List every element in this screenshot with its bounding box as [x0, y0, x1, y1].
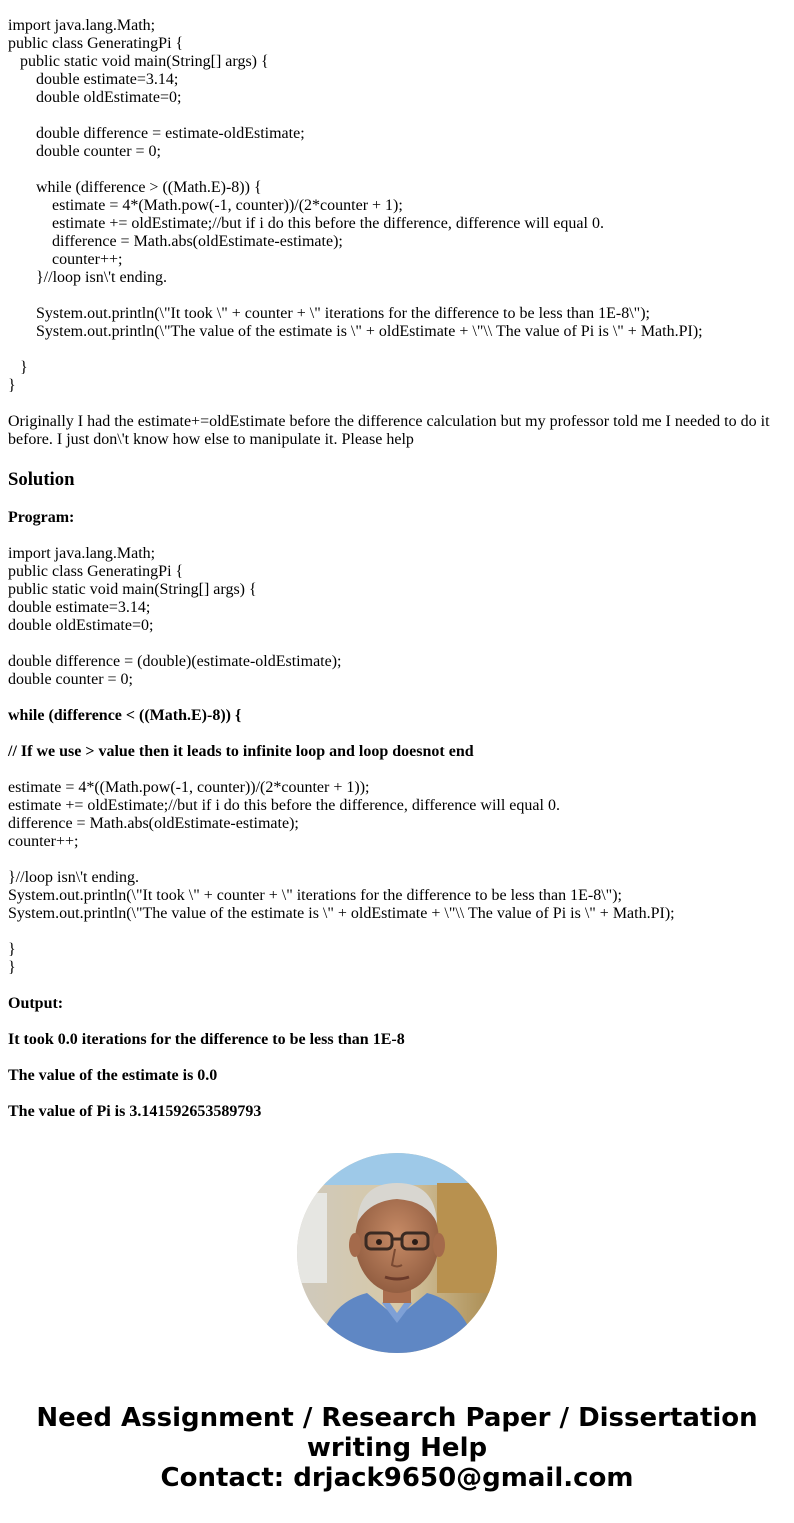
- code-line: }: [8, 959, 16, 976]
- code-comment-highlight: // If we use > value then it leads to infinite loop and loop doesnot end: [8, 743, 474, 760]
- document-content: [8, 17, 784, 1121]
- solution-heading: Solution: [8, 469, 75, 490]
- solution-code-block: [8, 545, 784, 977]
- code-line: double difference = (double)(estimate-oldEstimate);: [8, 653, 342, 670]
- code-line: }//loop isn\'t ending.: [36, 269, 168, 286]
- code-line: System.out.println(\"The value of the estimate is \" + oldEstimate + \"\\ The value of Pi is \" + Math.PI);: [8, 905, 675, 922]
- avatar: [297, 1153, 497, 1353]
- code-line: estimate += oldEstimate;//but if i do this before the difference, difference will equal 0.: [52, 215, 604, 232]
- code-line: difference = Math.abs(oldEstimate-estimate);: [52, 233, 343, 250]
- code-line: estimate = 4*((Math.pow(-1, counter))/(2*counter + 1));: [8, 779, 370, 796]
- code-line: estimate = 4*(Math.pow(-1, counter))/(2*counter + 1);: [52, 197, 403, 214]
- question-text: Originally I had the estimate+=oldEstimate before the difference calculation but my professor told me I needed to do it before. I just don\'t know how else to manipulate it. Please help: [8, 413, 770, 448]
- code-line: while (difference > ((Math.E)-8)) {: [36, 179, 262, 196]
- code-line: System.out.println(\"It took \" + counter + \" iterations for the difference to be less than 1E-8\");: [8, 887, 622, 904]
- footer-line: Need Assignment / Research Paper / Dissertation: [36, 1403, 758, 1433]
- code-line: import java.lang.Math;: [8, 17, 156, 34]
- code-line: counter++;: [52, 251, 123, 268]
- code-line: }: [8, 941, 16, 958]
- output-line: The value of the estimate is 0.0: [8, 1067, 218, 1084]
- code-line: System.out.println(\"It took \" + counter + \" iterations for the difference to be less than 1E-8\");: [36, 305, 650, 322]
- portrait-photo-icon: [297, 1153, 497, 1353]
- code-line: double oldEstimate=0;: [8, 617, 154, 634]
- code-line: }//loop isn\'t ending.: [8, 869, 140, 886]
- code-line: double counter = 0;: [36, 143, 161, 160]
- code-line: import java.lang.Math;: [8, 545, 156, 562]
- program-label: Program:: [8, 509, 75, 526]
- code-line: double oldEstimate=0;: [36, 89, 182, 106]
- code-line: }: [20, 359, 28, 376]
- output-line: The value of Pi is 3.141592653589793: [8, 1103, 262, 1120]
- code-line: counter++;: [8, 833, 79, 850]
- code-line: double estimate=3.14;: [36, 71, 179, 88]
- question-code-block: [8, 17, 784, 395]
- footer-contact: [0, 1403, 794, 1493]
- code-line: public static void main(String[] args) {: [20, 53, 269, 70]
- code-line: double counter = 0;: [8, 671, 133, 688]
- code-line: public class GeneratingPi {: [8, 35, 184, 52]
- code-line-highlight: while (difference < ((Math.E)-8)) {: [8, 707, 242, 724]
- code-line: }: [8, 377, 16, 394]
- code-line: difference = Math.abs(oldEstimate-estimate);: [8, 815, 299, 832]
- code-line: double difference = estimate-oldEstimate;: [36, 125, 305, 142]
- code-line: double estimate=3.14;: [8, 599, 151, 616]
- code-line: public class GeneratingPi {: [8, 563, 184, 580]
- code-line: System.out.println(\"The value of the estimate is \" + oldEstimate + \"\\ The value of Pi is \" + Math.PI);: [36, 323, 703, 340]
- code-line: public static void main(String[] args) {: [8, 581, 257, 598]
- footer-line: writing Help: [306, 1433, 488, 1463]
- code-line: estimate += oldEstimate;//but if i do this before the difference, difference will equal 0.: [8, 797, 560, 814]
- output-line: It took 0.0 iterations for the difference to be less than 1E-8: [8, 1031, 405, 1048]
- footer-contact-email: Contact: drjack9650@gmail.com: [160, 1463, 634, 1493]
- output-label: Output:: [8, 995, 64, 1012]
